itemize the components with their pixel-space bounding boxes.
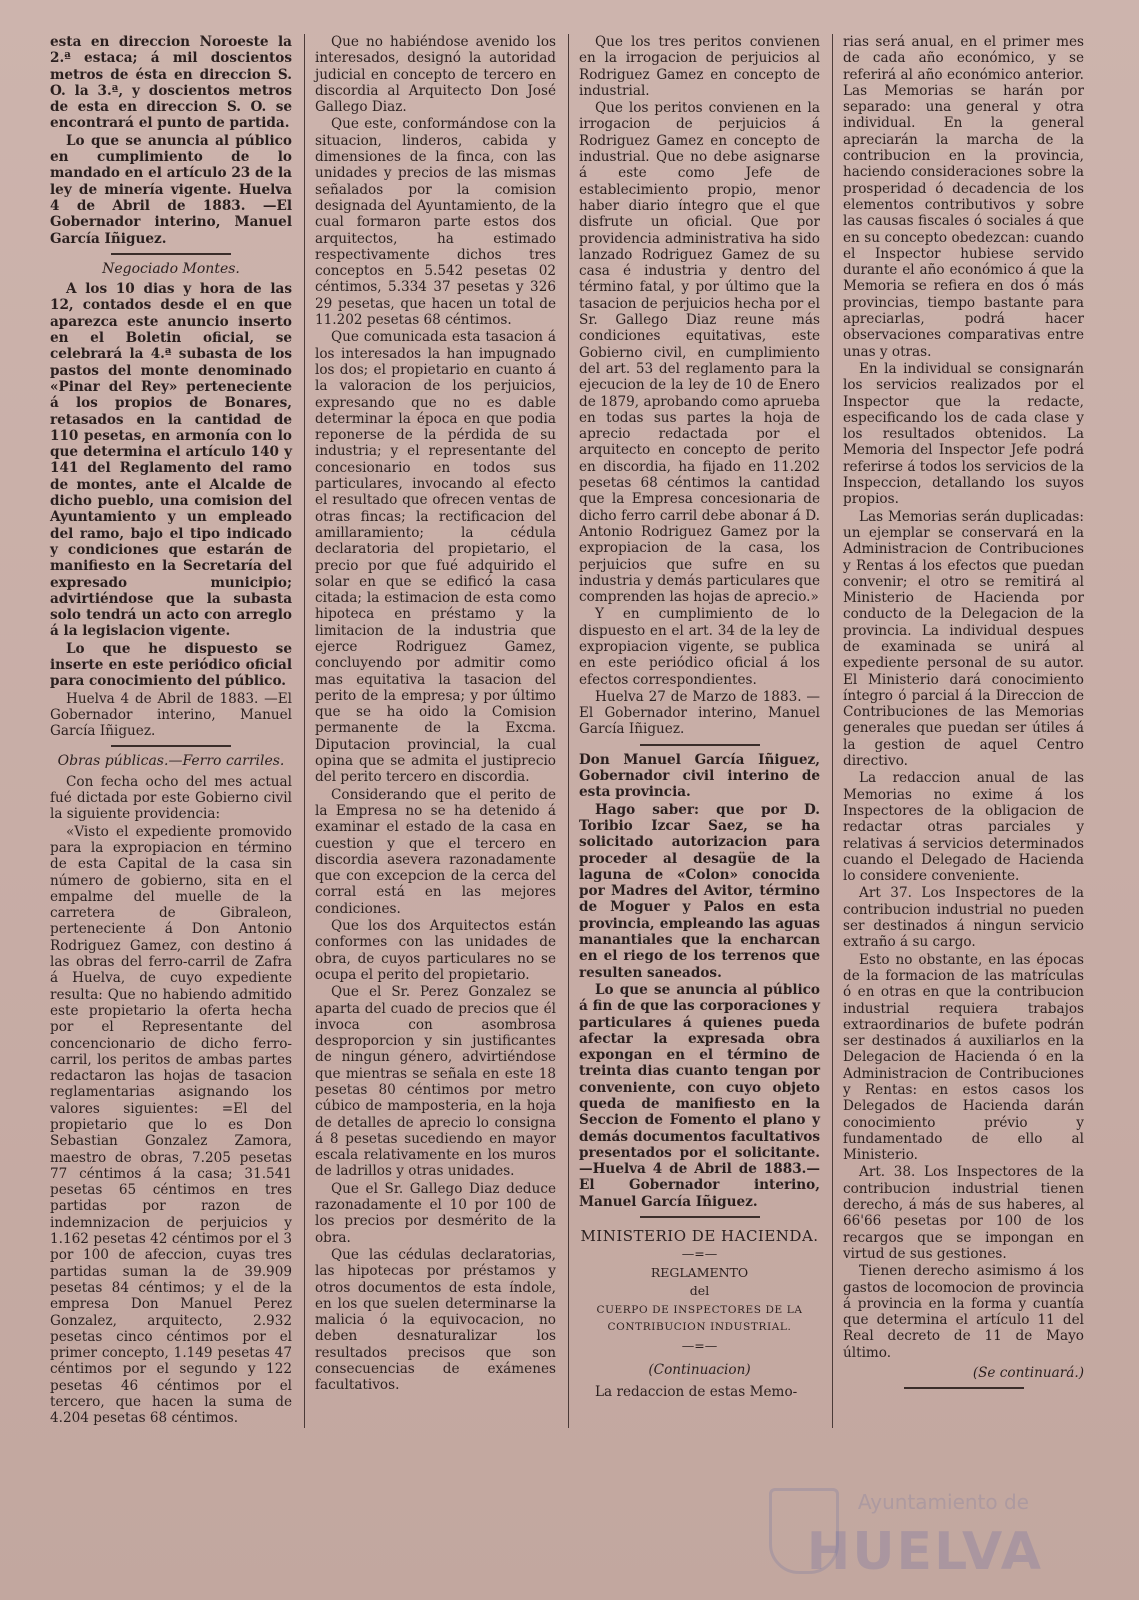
- regulation-subtitle: CUERPO DE INSPECTORES DE LA CONTRIBUCION INDUSTRIAL.: [596, 1304, 803, 1333]
- paragraph: Que no habiéndose avenido los interesados, designó la autoridad judicial en concepto de tercero en discordia al Arquitecto Don José Gallego Diaz.: [315, 34, 556, 116]
- paragraph: Que este, conformándose con la situacion, linderos, cabida y dimensiones de la finca, con las unidades y precios de las mismas señalados por la comision designada del Ayuntamiento, de la cual formaron parte estos dos arquitectos, ha estimado respectivamente dichos tres conceptos en 5.542 pesetas 02 céntimos, 5.334 37 pesetas y 326 29 pesetas, que hacen un total de 11.202 pesetas 68 céntimos.: [315, 116, 556, 329]
- paragraph: Que los tres peritos convienen en la irrogacion de perjuicios al Rodriguez Gamez en concepto de industrial.: [579, 34, 820, 99]
- section-divider: [111, 253, 231, 255]
- centered-line: del: [689, 1282, 710, 1298]
- centered-line: REGLAMENTO: [650, 1264, 749, 1280]
- paragraph: esta en direccion Noroeste la 2.ª estaca; á mil doscientos metros de ésta en direccion S. O. la 3.ª, y doscientos metros de esta en direccion S. O. se encontrará el punto de partida.: [50, 34, 292, 132]
- continuation-note: (Continuacion): [648, 1362, 751, 1379]
- paragraph: Tienen derecho asimismo á los gastos de locomocion de provincia á provincia en la forma y cuantía que determina el artículo 11 del Real decreto de 11 de Mayo último.: [843, 1263, 1084, 1361]
- section-divider: [111, 745, 231, 747]
- paragraph: En la individual se consignarán los servicios realizados por el Inspector que la redacte, especificando los de cada clase y los resultados obtenidos. La Memoria del Inspector Jefe podrá referirse á todos los servicios de la Inspeccion, detallando los suyos propios.: [843, 360, 1084, 508]
- centered-line: —=—: [681, 1246, 718, 1262]
- watermark-text: HUELVA: [806, 1522, 1043, 1582]
- paragraph: Y en cumplimiento de lo dispuesto en el art. 34 de la ley de expropiacion vigente, se publica en este periódico oficial á los efectos correspondientes.: [579, 606, 820, 688]
- paragraph: Lo que se anuncia al público en cumplimiento de lo mandado en el artículo 23 de la ley de minería vigente. Huelva 4 de Abril de 1883. —El Gobernador interino, Manuel García Iñiguez.: [50, 132, 292, 247]
- section-divider: [904, 1387, 1024, 1389]
- paragraph: rias será anual, en el primer mes de cada año económico, y se referirá al año económico anterior. Las Memorias se harán por separado: una general y otra individual. En la general apreciarán la marcha de la contribucion en la provincia, haciendo consideraciones sobre la prosperidad ó decadencia de los elementos contributivos y sobre las causas fiscales ó sociales á que en su concepto obedezcan: cuando el Inspector hubiese servido durante el año económico á que la Memoria se refiera en dos ó más provincias, tiempo bastante para apreciarlas, podrá hacer observaciones comparativas entre unas y otras.: [843, 34, 1084, 360]
- paragraph: Lo que se anuncia al público á fin de que las corporaciones y particulares á quienes pueda afectar la expresada obra expongan en el término de treinta dias cuanto tengan por conveniente, con cuyo objeto queda de manifiesto en la Seccion de Fomento el plano y demás documentos facultativos presentados por el solicitante.—Huelva 4 de Abril de 1883.—El Gobernador interino, Manuel García Iñiguez.: [579, 981, 820, 1210]
- column-2: [304, 34, 568, 1428]
- column-4: [832, 34, 1096, 1428]
- paragraph: Esto no obstante, en las épocas de la formacion de las matrículas ó en otras en que la contribucion industrial requiera trabajos extraordinarios de bufete podrán ser destinados á auxiliarlos en la Delegacion de Hacienda ó en la Administracion de Contribuciones y Rentas: en estos casos los Delegados de Hacienda darán conocimiento prévio y fundamentado de ello al Ministerio.: [843, 951, 1084, 1164]
- to-be-continued-note: (Se continuará.): [972, 1365, 1084, 1382]
- section-divider: [640, 744, 760, 746]
- section-heading: Negociado Montes.: [102, 260, 240, 277]
- paragraph: Hago saber: que por D. Toribio Izcar Saez, se ha solicitado autorizacion para proceder al desagüe de la laguna de «Colon» conocida por Madres del Avitor, término de Moguer y Palos en esta provincia, empleando las aguas manantiales que la encharcan en el riego de los terrenos que resulten saneados.: [579, 801, 820, 981]
- column-1: [40, 34, 304, 1428]
- paragraph: Que los dos Arquitectos están conformes con las unidades de obra, de cuyos particulares no se ocupa el perito del propietario.: [315, 918, 556, 983]
- paragraph: La redaccion anual de las Memorias no exime á los Inspectores de la obligacion de redactar otras parciales y relativas á servicios determinados cuando el Delegado de Hacienda lo considere conveniente.: [843, 770, 1084, 885]
- paragraph: La redaccion de estas Memo-: [595, 1384, 798, 1401]
- paragraph: Con fecha ocho del mes actual fué dictada por este Gobierno civil la siguiente providencia:: [50, 773, 292, 823]
- paragraph: Don Manuel García Iñiguez, Gobernador civil interino de esta provincia.: [579, 751, 820, 801]
- column-3: [568, 34, 832, 1428]
- paragraph: «Visto el expediente promovido para la expropiacion en término de esta Capital de la casa sin número de gobierno, sita en el empalme del muelle de la carretera de Gibraleon, perteneciente á Don Antonio Rodriguez Gamez, con destino á las obras del ferro-carril de Zafra á Huelva, de cuyo expediente resulta: Que no habiendo admitido este propietario la oferta hecha por el Representante del concencionario de dicho ferro-carril, los peritos de ambas partes redactaron las hojas de tasacion reglamentarias asignando los valores siguientes: =El del propietario que lo es Don Sebastian Gonzalez Zamora, maestro de obras, 7.205 pesetas 77 céntimos á la casa; 31.541 pesetas 65 céntimos en tres partidas por razon de indemnizacion de perjuicios y 1.162 pesetas 42 céntimos por el 3 por 100 de afeccion, cuyas tres partidas suman la de 39.909 pesetas 84 céntimos; y el de la empresa Don Manuel Perez Gonzalez, arquitecto, 2.932 pesetas cinco céntimos por el primer concepto, 1.149 pesetas 47 céntimos por el segundo y 122 pesetas 46 céntimos por el tercero, que hacen la suma de 4.204 pesetas 68 céntimos.: [50, 823, 292, 1427]
- paragraph: Que el Sr. Gallego Diaz deduce razonadamente el 10 por 100 de los precios por desmérito de la obra.: [315, 1180, 556, 1246]
- paragraph: Huelva 27 de Marzo de 1883. —El Gobernador interino, Manuel García Iñiguez.: [579, 688, 820, 738]
- paragraph: Lo que he dispuesto se inserte en este periódico oficial para conocimiento del público.: [50, 640, 292, 690]
- paragraph: Art 37. Los Inspectores de la contribucion industrial no pueden ser destinados á ningun servicio extraño á su cargo.: [843, 885, 1084, 951]
- ministry-title: MINISTERIO DE HACIENDA.: [580, 1227, 819, 1246]
- paragraph: Que el Sr. Perez Gonzalez se aparta del cuado de precios que él invoca con asombrosa desproporcion y sin justificantes de ningun género, advirtiéndose que mientras se señala en este 18 pesetas 80 céntimos por metro cúbico de mamposteria, en la hoja de detalles de aprecio lo consigna á 8 pesetas sucediendo en mayor escala relativamente en los muros de ladrillos y otras unidades.: [315, 984, 556, 1180]
- centered-line: —=—: [681, 1337, 718, 1353]
- paragraph: A los 10 dias y hora de las 12, contados desde el en que aparezca este anuncio inserto en el Boletin oficial, se celebrará la 4.ª subasta de los pastos del monte denominado «Pinar del Rey» perteneciente á los propios de Bonares, retasados en la cantidad de 110 pesetas, en armonía con lo que determina el artículo 140 y 141 del Reglamento del ramo de montes, ante el Alcalde de dicho pueblo, una comision del Ayuntamiento y un empleado del ramo, bajo el tipo indicado y condiciones que estarán de manifiesto en la Secretaría del expresado municipio; advirtiéndose que la subasta solo tendrá un acto con arreglo á la legislacion vigente.: [50, 281, 292, 640]
- paragraph: Que los peritos convienen en la irrogacion de perjuicios á Rodriguez Gamez en concepto de industrial. Que no debe asignarse á este como Jefe de establecimiento propio, menor haber diario íntegro que el que disfrute un oficial. Que por providencia administrativa ha sido lanzado Rodriguez Gamez de su casa é industria y dentro del término fatal, y por último que la tasacion de perjuicios hecha por el Sr. Gallego Diaz reune más condiciones equitativas, este Gobierno civil, en cumplimiento del art. 53 del reglamento para la ejecucion de la ley de 10 de Enero de 1879, aprobando como aprueba en todas sus partes la hoja de aprecio redactada por el arquitecto en concepto de perito en discordia, ha fijado en 11.202 pesetas 68 céntimos la cantidad que la Empresa concesionaria de dicho ferro carril debe abonar á D. Antonio Rodriguez Gamez por la expropiacion de la casa, los perjuicios que sufre en su industria y demás particulares que comprenden las hojas de aprecio.»: [579, 100, 820, 606]
- watermark-top-text: Ayuntamiento de: [857, 1490, 1029, 1514]
- paragraph: Las Memorias serán duplicadas: un ejemplar se conservará en la Administracion de Contribuciones y Rentas á los efectos que puedan convenir; el otro se remitirá al Ministerio de Hacienda por conducto de la Delegacion de la provincia. La individual despues de examinada se unirá al expediente personal de su autor. El Ministerio dará conocimiento íntegro ó parcial á la Direccion de Contribuciones de las Memorias generales que puedan ser útiles á la gestion de aquel Centro directivo.: [843, 508, 1084, 770]
- paragraph: Que las cédulas declaratorias, las hipotecas por préstamos y otros documentos de esta índole, en los que suelen determinarse la malicia ó la equivocacion, no deben desnaturalizar los resultados precisos que son consecuencias de exámenes facultativos.: [315, 1246, 556, 1394]
- section-heading: Obras públicas.—Ferro carriles.: [57, 753, 285, 770]
- paragraph: Que comunicada esta tasacion á los interesados la han impugnado los dos; el propietario en cuanto á la valoracion de los perjuicios, expresando que no es dable determinar la época en que podia reponerse de la pérdida de su industria; y el representante del concesionario en todos sus particulares, invocando al efecto el resultado que ofrecen ventas de otras fincas; la rectificacion del amillaramiento; la cédula declaratoria del propietario, el precio por que fué adquirido el solar en que se edificó la casa citada; la estimacion de esta como hipoteca en préstamo y la limitacion de la industria que ejerce Rodriguez Gamez, concluyendo por admitir como mas equitativa la tasacion del perito de la empresa; y por último que se ha oido la Comision permanente de la Excma. Diputacion provincial, la cual opina que se admita el justiprecio del perito tercero en discordia.: [315, 329, 556, 786]
- section-divider: [640, 1216, 760, 1218]
- columns: [40, 34, 1117, 1428]
- paragraph: Huelva 4 de Abril de 1883. —El Gobernador interino, Manuel García Iñiguez.: [50, 690, 292, 740]
- paragraph: Art. 38. Los Inspectores de la contribucion industrial tienen derecho, á más de sus haberes, al 66'66 pesetas por 100 de los recargos que se impongan en virtud de sus gestiones.: [843, 1164, 1084, 1262]
- paragraph: Considerando que el perito de la Empresa no se ha detenido á examinar el estado de la casa en cuestion y que el tercero en discordia asevera razonadamente que con excepcion de la cerca del corral está en las mejores condiciones.: [315, 786, 556, 917]
